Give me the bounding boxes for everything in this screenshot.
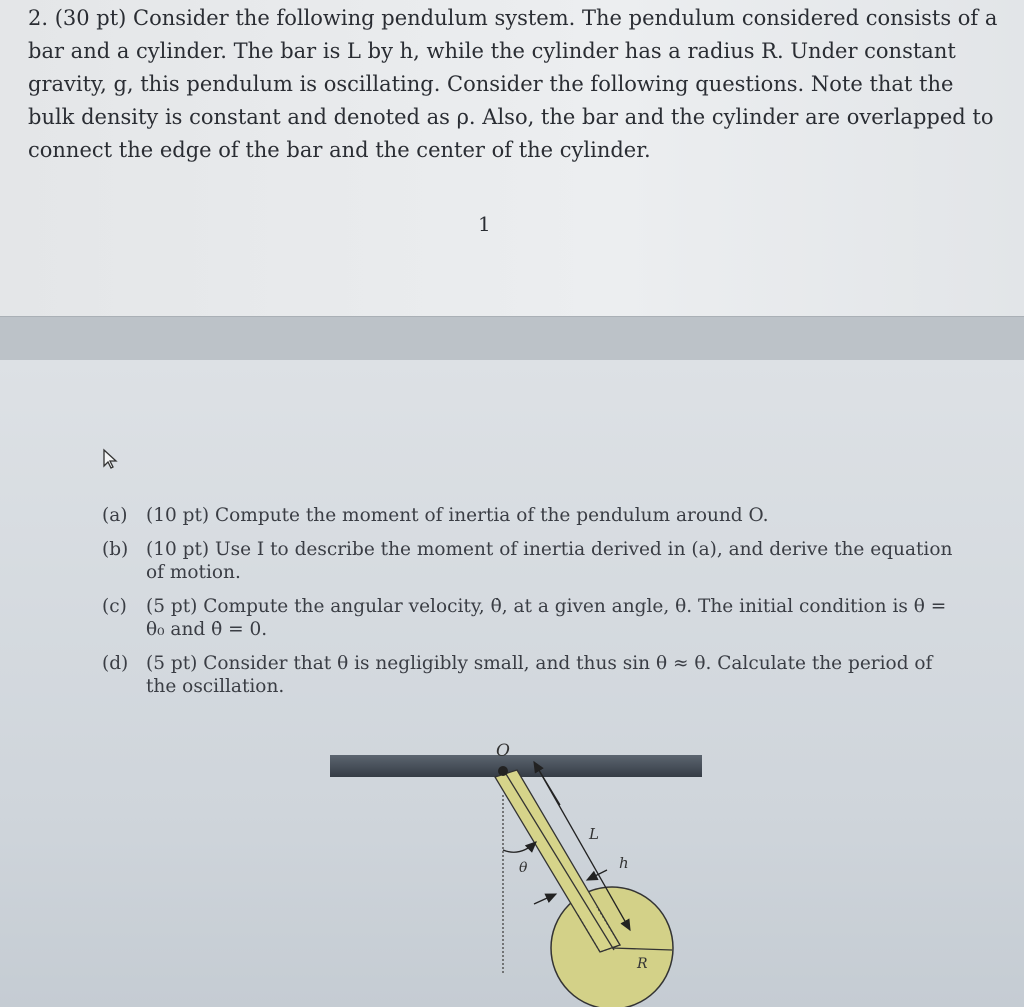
height-arrow-left xyxy=(534,894,556,904)
angle-label: θ xyxy=(519,860,528,876)
radius-label: R xyxy=(637,956,648,972)
problem-intro-text: 2. (30 pt) Consider the following pendulum system. The pendulum considered consists of a bar and a cylinder. The bar is L by h, while the cylinder has a radius R. Under constant gravity, g, this pendulum is oscillating. Consider the following questions. Note that the bulk density is constant and denoted as ρ. Also, the bar and the cylinder are overlapped to connect the edge of the bar and the center of the cylinder. xyxy=(28,6,998,162)
height-label: h xyxy=(619,854,629,872)
pivot xyxy=(498,766,508,776)
question-text: (5 pt) Compute the angular velocity, θ̇, at a given angle, θ. The initial condition is θ = θ₀ and θ̇ = 0. xyxy=(146,596,947,640)
page-number: 1 xyxy=(478,212,491,236)
pivot-label: O xyxy=(496,741,510,761)
question-text: (10 pt) Use I to describe the moment of inertia derived in (a), and derive the equation of motion. xyxy=(146,539,953,583)
question-label: (a) xyxy=(102,505,128,526)
question-label: (d) xyxy=(102,653,129,674)
length-label: L xyxy=(589,825,599,843)
question-label: (c) xyxy=(102,596,127,617)
question-text: (5 pt) Consider that θ is negligibly small, and thus sin θ ≈ θ. Calculate the period of the oscillation. xyxy=(146,653,933,697)
angle-arc-arrow xyxy=(503,842,536,852)
question-label: (b) xyxy=(102,539,129,560)
question-text: (10 pt) Compute the moment of inertia of the pendulum around O. xyxy=(146,505,769,526)
